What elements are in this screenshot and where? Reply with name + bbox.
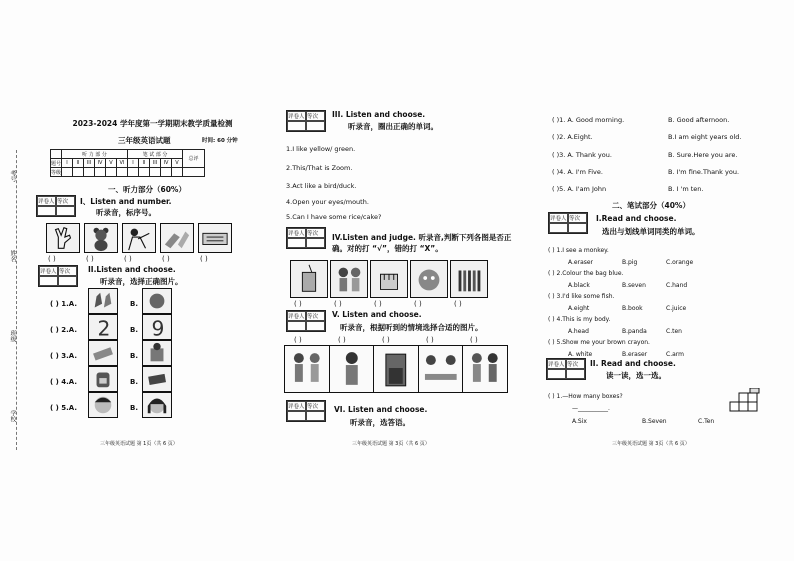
w1-question[interactable]: ( ) 2.Colour the bag blue. [548,270,624,277]
q3-item[interactable]: 2.This/That is Zoom. [286,164,353,172]
child-pointing-picture [122,223,156,253]
page-footer: 三年级英语试题 第 3页（共 6 页） [612,441,690,447]
answer-blank[interactable]: ( ) [162,255,170,263]
w1-instruction: 选出与划线单词同类的单词。 [602,227,700,236]
grader-label: 评卷人 [287,228,306,238]
grader-cell[interactable] [306,121,325,131]
grader-cell[interactable] [566,369,585,379]
section-writing-heading: 二、笔试部分（40%） [612,201,690,210]
girl-face-picture [142,392,172,418]
q2-b-label: B. [130,352,138,360]
two-children-picture [330,260,368,298]
answer-blank[interactable]: ( ) [200,255,208,263]
answer-blank[interactable]: ( ) [294,336,302,344]
score-cell: 总评 [183,150,205,168]
juice-cup-picture [290,260,328,298]
w2-title: II. Read and choose. [590,359,676,368]
score-cell: II [139,159,150,168]
eraser-picture [142,366,172,392]
score-cell: I [62,159,73,168]
w1-option-a[interactable]: A.eraser [568,259,594,266]
score-cell[interactable] [150,168,161,177]
grader-cell[interactable] [287,238,306,248]
q2-item-5[interactable]: ( ) 5.A. [50,404,78,412]
score-cell[interactable] [172,168,183,177]
exam-time: 时间: 60 分钟 [202,138,238,144]
hand-gesture-picture [46,223,80,253]
q2-3a-picture [88,340,118,366]
q5-scene-picture [463,346,507,392]
answer-blank[interactable]: ( ) [334,300,342,308]
w1-option-a[interactable]: A.black [568,282,590,289]
q5-instruction: 听录音，根据听到的情境选择合适的图片。 [340,323,483,332]
page-footer: 三年级英语试题 第 1页（共 6 页） [100,441,178,447]
score-cell: 听 力 部 分 [62,150,128,159]
grader-cell[interactable] [306,321,325,331]
score-cell [51,150,62,159]
grader-cell[interactable] [549,223,568,233]
score-cell[interactable] [128,168,139,177]
grader-label: 评卷人 [287,311,306,321]
score-cell: IV [161,159,172,168]
q2-b-label: B. [130,378,138,386]
q2-item-1[interactable]: ( ) 1.A. [50,300,78,308]
binding-strip [4,150,28,450]
q6-item[interactable]: ( )3. A. Thank you. [552,151,612,159]
boy-face-picture [88,392,118,418]
q2-b-label: B. [130,300,138,308]
q6-option-b[interactable]: B. Sure.Here you are. [668,151,738,159]
w1-option-c[interactable]: C.arm [666,351,684,358]
w2-answer-blank[interactable]: —__________. [572,405,610,412]
w1-option-c[interactable]: C.ten [666,328,682,335]
w1-option-c[interactable]: C.juice [666,305,687,312]
grader-cell[interactable] [287,411,306,421]
page-1 [30,100,280,460]
score-cell: II [73,159,84,168]
q3-item[interactable]: 5.Can I have some rice/cake? [286,213,382,221]
w1-question[interactable]: ( ) 5.Show me your brown crayon. [548,339,650,346]
q2-1a-picture [88,288,118,314]
answer-blank[interactable]: ( ) [374,300,382,308]
q2-b-label: B. [130,326,138,334]
w1-option-a[interactable]: A. white [568,351,593,358]
grader-cell[interactable] [306,238,325,248]
w1-option-c[interactable]: C.hand [666,282,688,289]
q4-picture-row [290,260,488,298]
grader-label: 评卷人 [549,213,568,223]
teddy-bear-picture [84,223,118,253]
q5-picture-strip [284,345,508,393]
w1-question[interactable]: ( ) 4.This is my body. [548,316,611,323]
number-2-picture [88,314,118,340]
w1-option-b[interactable]: B.book [622,305,643,312]
q3-item[interactable]: 3.Act like a bird/duck. [286,182,357,190]
grader-cell[interactable] [56,206,75,216]
grader-cell[interactable] [287,321,306,331]
q5-scene-picture [285,346,330,392]
grader-cell[interactable] [58,276,77,286]
q6-item[interactable]: ( )1. A. Good morning. [552,116,625,124]
score-cell[interactable] [84,168,95,177]
w2-option-a[interactable]: A.Six [572,418,587,425]
section-listening-heading: 一、听力部分（60%） [108,185,186,194]
answer-blank[interactable]: ( ) [382,336,390,344]
grader-label: 等次 [306,228,325,238]
q5-scene-picture [330,346,375,392]
grader-label: 评卷人 [547,359,566,369]
w1-option-a[interactable]: A.head [568,328,589,335]
answer-blank[interactable]: ( ) [124,255,132,263]
score-cell: IV [95,159,106,168]
grader-box [38,265,78,287]
grader-box [546,358,586,380]
q2-instruction: 听录音，选择正确图片。 [100,277,183,286]
q6-title: VI. Listen and choose. [334,405,428,414]
grader-label: 等次 [306,311,325,321]
binding-label: 班级 [9,330,16,342]
score-cell: III [84,159,95,168]
score-cell: VI [117,159,128,168]
svg-text:2: 2 [97,316,111,339]
q6-option-b[interactable]: B. Good afternoon. [668,116,730,124]
fist-hand-picture [370,260,408,298]
q2-item-4[interactable]: ( ) 4.A. [50,378,78,386]
score-cell: V [106,159,117,168]
page-3 [542,100,792,460]
pencil-case-picture [198,223,232,253]
hands-washing-picture [160,223,194,253]
score-cell[interactable] [106,168,117,177]
score-cell[interactable] [62,168,73,177]
grader-box [36,195,76,217]
grader-cell[interactable] [547,369,566,379]
grader-label: 评卷人 [287,111,306,121]
score-cell: V [172,159,183,168]
w1-option-a[interactable]: A.eight [568,305,590,312]
score-cell[interactable] [117,168,128,177]
exam-subtitle: 三年级英语试题 [118,136,171,145]
q5-title: V. Listen and choose. [332,310,422,319]
grader-box [286,310,326,332]
w1-option-b[interactable]: B.pig [622,259,638,266]
q3-item[interactable]: 1.I like yellow/ green. [286,145,356,153]
grader-box [286,227,326,249]
answer-blank[interactable]: ( ) [454,300,462,308]
score-cell[interactable] [73,168,84,177]
grader-label: 评卷人 [287,401,306,411]
w1-option-c[interactable]: C.orange [666,259,694,266]
q2-item-3[interactable]: ( ) 3.A. [50,352,78,360]
page-footer: 三年级英语试题 第 3页（共 6 页） [352,441,430,447]
score-cell[interactable] [95,168,106,177]
score-cell: 题号 [51,160,62,167]
q2-1b-picture [142,288,172,314]
grader-label: 等次 [306,401,325,411]
q2-3b-picture [142,340,172,366]
score-cell: III [150,159,161,168]
q6-item[interactable]: ( )4. A. I'm Five. [552,168,603,176]
q4-instruction: 听录音,判断下列各图是否正确。对的打 “√”，错的打 “X”。 [332,233,512,253]
w2-instruction: 读一读，选一选。 [606,371,666,380]
grader-box [286,110,326,132]
q6-item[interactable]: ( )2. A.Eight. [552,133,593,141]
answer-blank[interactable]: ( ) [414,300,422,308]
q2-b-label: B. [130,404,138,412]
grader-cell[interactable] [37,206,56,216]
q2-item-2[interactable]: ( ) 2.A. [50,326,78,334]
grader-cell[interactable] [39,276,58,286]
score-cell[interactable] [139,168,150,177]
w1-question[interactable]: ( ) 3.I'd like some fish. [548,293,615,300]
grader-label: 评卷人 [39,266,58,276]
grader-label: 等次 [566,359,585,369]
q2-title: II.Listen and choose. [88,265,176,274]
w1-option-b[interactable]: B.seven [622,282,646,289]
binding-label: 考号 [9,170,16,182]
score-cell[interactable] [161,168,172,177]
stacked-boxes-picture [728,388,762,414]
answer-blank[interactable]: ( ) [470,336,478,344]
q3-instruction: 听录音，圈出正确的单词。 [348,122,438,131]
grader-label: 等次 [306,111,325,121]
q1-title: I、Listen and number. [80,197,172,206]
w2-option-b[interactable]: B.Seven [642,418,667,425]
animal-face-picture [410,260,448,298]
grader-cell[interactable] [568,223,587,233]
score-cell: 笔 试 部 分 [128,150,183,159]
q6-option-b[interactable]: B. I 'm ten. [668,185,704,193]
score-cell: 等级 [51,169,62,176]
w2-option-c[interactable]: C.Ten [698,418,715,425]
answer-blank[interactable]: ( ) [338,336,346,344]
q6-option-b[interactable]: B.I am eight years old. [668,133,742,141]
grader-label: 等次 [58,266,77,276]
q3-title: III. Listen and choose. [332,110,426,119]
answer-blank[interactable]: ( ) [86,255,94,263]
w1-option-b[interactable]: B.eraser [622,351,648,358]
grader-label: 等次 [56,196,75,206]
binding-label: 学校 [9,410,16,422]
backpack-picture [88,366,118,392]
grader-cell[interactable] [306,411,325,421]
grader-label: 评卷人 [37,196,56,206]
page-2 [282,100,532,460]
answer-blank[interactable]: ( ) [294,300,302,308]
score-cell: I [128,159,139,168]
score-cell[interactable] [183,168,205,177]
grader-label: 等次 [568,213,587,223]
grader-cell[interactable] [287,121,306,131]
q1-instruction: 听录音，标序号。 [96,208,156,217]
exam-title: 2023-2024 学年度第一学期期末教学质量检测 [72,119,233,128]
q6-item[interactable]: ( )5. A. I'am John [552,185,607,193]
q4-title-and-instruction [332,232,522,254]
q5-scene-picture [374,346,419,392]
q6-instruction: 听录音，选答语。 [350,418,410,427]
q3-item[interactable]: 4.Open your eyes/mouth. [286,198,369,206]
w1-title: I.Read and choose. [596,214,677,223]
answer-blank[interactable]: ( ) [48,255,56,263]
q6-option-b[interactable]: B. I'm fine.Thank you. [668,168,740,176]
score-table [50,149,205,177]
svg-text:9: 9 [151,316,165,339]
number-9-picture [142,314,172,340]
crayons-picture [450,260,488,298]
binding-dashed-line [16,150,17,450]
answer-blank[interactable]: ( ) [426,336,434,344]
grader-box [548,212,588,234]
q4-title: IV.Listen and judge. [332,233,416,242]
w2-question[interactable]: ( ) 1.—How many boxes? [548,393,623,400]
w1-option-b[interactable]: B.panda [622,328,647,335]
binding-label: 姓名 [9,250,16,262]
q5-scene-picture [419,346,464,392]
grader-box [286,400,326,422]
w1-question[interactable]: ( ) 1.I see a monkey. [548,247,609,254]
